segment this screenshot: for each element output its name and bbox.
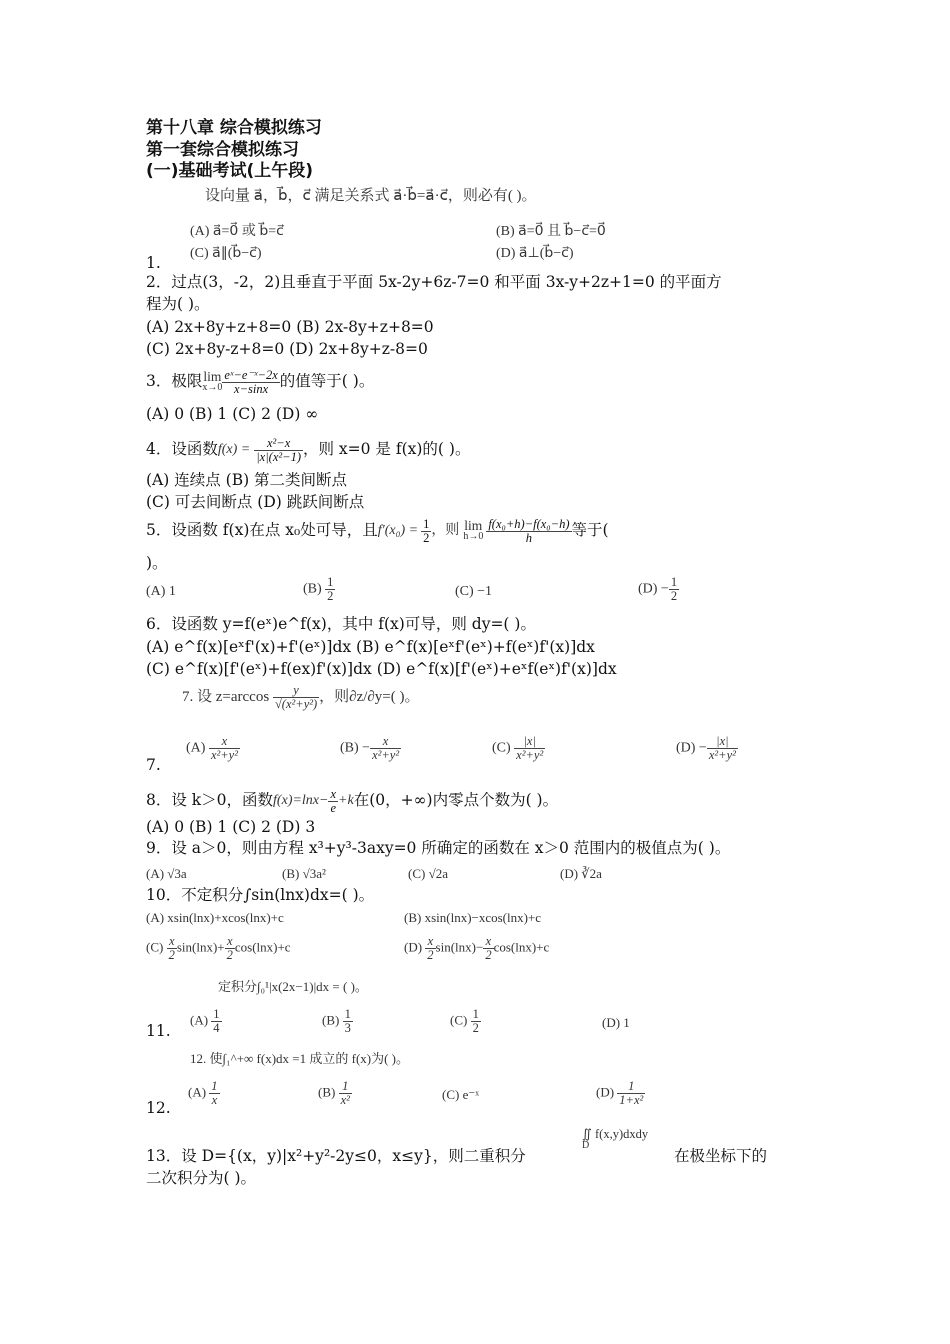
q10-c-frac2-den: 2 xyxy=(226,948,233,962)
q4-fx: f(x) = xyxy=(217,442,251,457)
q11-b-num: 1 xyxy=(344,1007,351,1021)
q9-option-c: (C) √2a xyxy=(408,866,448,881)
q7-c-num: |x| xyxy=(514,735,545,749)
q5-option-a: (A) 1 xyxy=(146,584,176,599)
q7-option-b xyxy=(340,735,401,762)
q7-stem-pre: 7. 设 z=arccos xyxy=(182,688,270,705)
q7-a-frac xyxy=(209,735,240,762)
q10-d-frac2 xyxy=(483,935,493,962)
q3-denominator: x−sinx xyxy=(234,381,269,396)
q10-c-post: cos(lnx)+c xyxy=(234,939,291,955)
q10-d-frac1-num: x xyxy=(425,935,435,949)
q5-option-d-label: (D) − xyxy=(638,581,669,597)
q4-prefix: 4．设函数 xyxy=(146,440,218,458)
q5-stem-line2: )。 xyxy=(146,554,168,572)
q7-d-num: |x| xyxy=(707,735,738,749)
q2-options-cd: (C) 2x+8y-z+8=0 (D) 2x+8y+z-8=0 xyxy=(146,340,428,358)
q5-b-den: 2 xyxy=(327,589,334,603)
q2-stem-line1: 2．过点(3，-2，2)且垂直于平面 5x-2y+6z-7=0 和平面 3x-y+2z+1=0 的平面方 xyxy=(146,273,722,291)
q10-d-frac2-den: 2 xyxy=(485,948,492,962)
q13-integral-domain: D xyxy=(582,1140,590,1151)
q10-option-c xyxy=(146,935,291,962)
set-title: 第一套综合模拟练习 xyxy=(146,140,299,160)
q12-b-label: (B) xyxy=(318,1084,336,1100)
q12-d-den: 1+x² xyxy=(619,1093,644,1107)
q11-c-frac xyxy=(471,1008,481,1035)
q7-b-den: x²+y² xyxy=(372,748,400,762)
q11-b-label: (B) xyxy=(322,1012,340,1028)
q5-lim-sub: h→0 xyxy=(463,531,484,542)
q4-options-ab: (A) 连续点 (B) 第二类间断点 xyxy=(146,471,348,489)
q3-suffix: 的值等于( )。 xyxy=(279,372,375,390)
q9-stem: 9．设 a＞0，则由方程 x³+y³-3axy=0 所确定的函数在 x＞0 范围内的极值点为( )。 xyxy=(146,839,731,857)
q11-b-frac xyxy=(343,1008,353,1035)
q3-numerator: eˣ−e⁻ˣ−2x xyxy=(224,367,278,382)
q10-option-d xyxy=(404,935,549,962)
q3-limit xyxy=(202,371,222,393)
q8-num: x xyxy=(330,786,337,801)
q7-option-d xyxy=(676,735,738,762)
q12-d-label: (D) xyxy=(596,1084,615,1100)
q10-c-frac1-num: x xyxy=(167,935,177,949)
q5-half xyxy=(421,518,431,545)
q9-option-a: (A) √3a xyxy=(146,866,187,881)
q10-option-a: (A) xsin(lnx)+xcos(lnx)+c xyxy=(146,910,284,925)
q11-option-d: (D) 1 xyxy=(602,1015,630,1030)
q5-half-num: 1 xyxy=(423,516,430,531)
q11-a-den: 4 xyxy=(213,1021,220,1035)
chapter-title: 第十八章 综合模拟练习 xyxy=(146,118,322,138)
q1-option-c: (C) a⃗∥(b⃗−c⃗) xyxy=(190,246,262,261)
q12-option-a xyxy=(188,1080,220,1107)
q10-d-post: cos(lnx)+c xyxy=(493,939,550,955)
section-title: (一)基础考试(上午段) xyxy=(146,161,314,181)
q5-denominator: h xyxy=(525,530,533,545)
q3-options: (A) 0 (B) 1 (C) 2 (D) ∞ xyxy=(146,405,319,423)
q11-b-den: 3 xyxy=(344,1021,351,1035)
q12-option-d xyxy=(596,1080,645,1107)
q1-option-d: (D) a⃗⊥(b⃗−c⃗) xyxy=(496,246,574,261)
q7-d-den: x²+y² xyxy=(708,748,736,762)
q10-d-frac1 xyxy=(425,935,435,962)
q11-option-a xyxy=(190,1008,222,1035)
q2-stem-line2: 程为( )。 xyxy=(146,295,210,313)
q5-limit xyxy=(463,520,483,542)
q10-d-frac2-num: x xyxy=(483,935,493,949)
q13-stem-prefix: 13．设 D={(x，y)|x²+y²-2y≤0，x≤y}，则二重积分 xyxy=(146,1147,526,1165)
q10-c-mid: sin(lnx)+ xyxy=(176,939,225,955)
q5-numerator: f(x₀+h)−f(x₀−h) xyxy=(488,516,570,531)
q7-c-label: (C) xyxy=(492,740,511,756)
q3-lim-sub: x→0 xyxy=(202,382,223,393)
q4-numerator: x²−x xyxy=(254,437,303,451)
q5-option-b-frac xyxy=(325,576,335,603)
q5-b-num: 1 xyxy=(327,575,334,589)
q5-d-num: 1 xyxy=(670,575,678,589)
q7-c-frac xyxy=(514,735,545,762)
q5-option-d-frac xyxy=(669,576,679,603)
q3-prefix: 3．极限 xyxy=(146,372,203,390)
q6-stem: 6．设函数 y=f(eˣ)e^f(x)，其中 f(x)可导，则 dy=( )。 xyxy=(146,615,536,633)
q12-a-label: (A) xyxy=(188,1084,207,1100)
q8-fx: f(x)=lnx− xyxy=(273,793,329,808)
q2-options-ab: (A) 2x+8y+z+8=0 (B) 2x-8y+z+8=0 xyxy=(146,318,434,336)
q7-stem-num: y xyxy=(273,684,319,698)
q11-option-c xyxy=(450,1008,481,1035)
q11-a-num: 1 xyxy=(213,1007,220,1021)
q3-lim-word: lim xyxy=(203,369,222,384)
q1-option-b: (B) a⃗=0⃗ 且 b⃗−c⃗=0⃗ xyxy=(496,224,606,239)
q7-a-den: x²+y² xyxy=(210,748,238,762)
q12-b-num: 1 xyxy=(339,1080,352,1094)
q12-a-den: x xyxy=(211,1093,218,1107)
q11-a-label: (A) xyxy=(190,1012,209,1028)
q11-option-b xyxy=(322,1008,353,1035)
q1-number: 1. xyxy=(146,254,161,272)
q5-lim-word: lim xyxy=(464,518,483,533)
q12-d-num: 1 xyxy=(617,1080,645,1094)
q7-b-frac xyxy=(370,735,401,762)
q12-b-frac xyxy=(339,1080,352,1107)
q10-option-b: (B) xsin(lnx)−xcos(lnx)+c xyxy=(404,910,542,925)
q12-stem: 12. 使∫₁^+∞ f(x)dx =1 成立的 f(x)为( )。 xyxy=(190,1051,410,1066)
q7-d-label: (D) − xyxy=(676,740,707,756)
q5-option-d xyxy=(638,576,679,603)
q12-a-frac xyxy=(209,1080,219,1107)
q5-half-den: 2 xyxy=(423,530,430,545)
q1-option-a: (A) a⃗=0⃗ 或 b⃗=c⃗ xyxy=(190,224,284,239)
q7-d-frac xyxy=(707,735,738,762)
q8-options: (A) 0 (B) 1 (C) 2 (D) 3 xyxy=(146,818,316,836)
q8-suffix: 在(0，+∞)内零点个数为( )。 xyxy=(353,791,559,809)
q10-c-frac2 xyxy=(225,935,235,962)
q6-options-ab: (A) e^f(x)[eˣf'(x)+f'(eˣ)]dx (B) e^f(x)[eˣf'(eˣ)+f(eˣ)f'(x)]dx xyxy=(146,638,595,656)
q13-stem-suffix: 在极坐标下的 xyxy=(674,1147,768,1165)
q10-stem: 10．不定积分∫sin(lnx)dx=( )。 xyxy=(146,886,375,904)
q7-stem-den: √(x²+y²) xyxy=(274,697,318,711)
q4-fraction xyxy=(254,437,303,464)
q5-then: ，则 xyxy=(431,523,460,538)
q9-option-b: (B) √3a² xyxy=(282,866,326,881)
q5-fprime: f′(x₀) = xyxy=(377,523,419,538)
q7-c-den: x²+y² xyxy=(516,748,544,762)
q5-option-c: (C) −1 xyxy=(455,584,493,599)
q7-stem-frac xyxy=(273,684,319,711)
q11-c-label: (C) xyxy=(450,1012,468,1028)
q4-denominator: |x|(x²−1) xyxy=(256,449,301,464)
q3-fraction xyxy=(222,369,279,396)
q7-a-num: x xyxy=(209,735,240,749)
q5-prefix: 5．设函数 f(x)在点 x₀处可导，且 xyxy=(146,521,378,539)
q11-c-num: 1 xyxy=(472,1007,479,1021)
q7-option-a xyxy=(186,735,240,762)
q7-b-label: (B) − xyxy=(340,740,371,756)
q7-stem-post: ，则∂z/∂y=( )。 xyxy=(319,688,420,705)
q5-option-b-label: (B) xyxy=(303,581,322,597)
q6-options-cd: (C) e^f(x)[f'(eˣ)+f(ex)f'(x)]dx (D) e^f(x)[f'(eˣ)+eˣf(eˣ)f'(x)]dx xyxy=(146,660,617,678)
q12-d-frac xyxy=(617,1080,645,1107)
q13-integral xyxy=(582,1126,648,1151)
q8-den: e xyxy=(330,800,337,815)
q12-number: 12. xyxy=(146,1099,171,1117)
q13-stem-line2: 二次积分为( )。 xyxy=(146,1169,257,1187)
q8-k: +k xyxy=(338,793,354,808)
q11-number: 11. xyxy=(146,1022,171,1040)
q7-b-num: x xyxy=(370,735,401,749)
q10-c-frac1-den: 2 xyxy=(168,948,175,962)
q5-d-den: 2 xyxy=(670,589,678,603)
q4-stem xyxy=(146,432,470,467)
q12-option-b xyxy=(318,1080,352,1107)
q7-number: 7. xyxy=(146,756,161,774)
q9-option-d: (D) ∛2a xyxy=(560,866,602,881)
q8-frac xyxy=(328,788,338,815)
q10-d-mid: sin(lnx)− xyxy=(435,939,484,955)
q12-a-num: 1 xyxy=(211,1079,218,1093)
q5-fraction xyxy=(486,518,571,545)
q13-integral-expr: ∬ f(x,y)dxdy xyxy=(582,1127,649,1141)
q3-stem xyxy=(146,364,374,398)
q10-c-label: (C) xyxy=(146,939,164,955)
q5-stem xyxy=(146,512,609,549)
q7-a-label: (A) xyxy=(186,740,206,756)
q8-prefix: 8．设 k＞0，函数 xyxy=(146,791,274,809)
q5-option-b xyxy=(303,576,335,603)
q11-c-den: 2 xyxy=(472,1021,479,1035)
q1-stem: 设向量 a⃗，b⃗，c⃗ 满足关系式 a⃗·b⃗=a⃗·c⃗，则必有( )。 xyxy=(205,188,537,204)
q12-option-c: (C) e⁻ˣ xyxy=(442,1087,479,1102)
q4-options-cd: (C) 可去间断点 (D) 跳跃间断点 xyxy=(146,493,365,511)
q10-d-frac1-den: 2 xyxy=(427,948,434,962)
q12-b-den: x² xyxy=(340,1093,350,1107)
q8-stem xyxy=(146,783,558,818)
q10-d-label: (D) xyxy=(404,939,423,955)
q10-c-frac2-num: x xyxy=(225,935,235,949)
q11-stem: 定积分∫₀¹|x(2x−1)|dx = ( )。 xyxy=(218,979,368,994)
q10-c-frac1 xyxy=(167,935,177,962)
q4-suffix: ，则 x=0 是 f(x)的( )。 xyxy=(302,440,471,458)
q5-suffix: 等于( xyxy=(571,521,609,539)
q11-a-frac xyxy=(211,1008,221,1035)
q7-stem xyxy=(182,684,420,711)
q7-option-c xyxy=(492,735,545,762)
